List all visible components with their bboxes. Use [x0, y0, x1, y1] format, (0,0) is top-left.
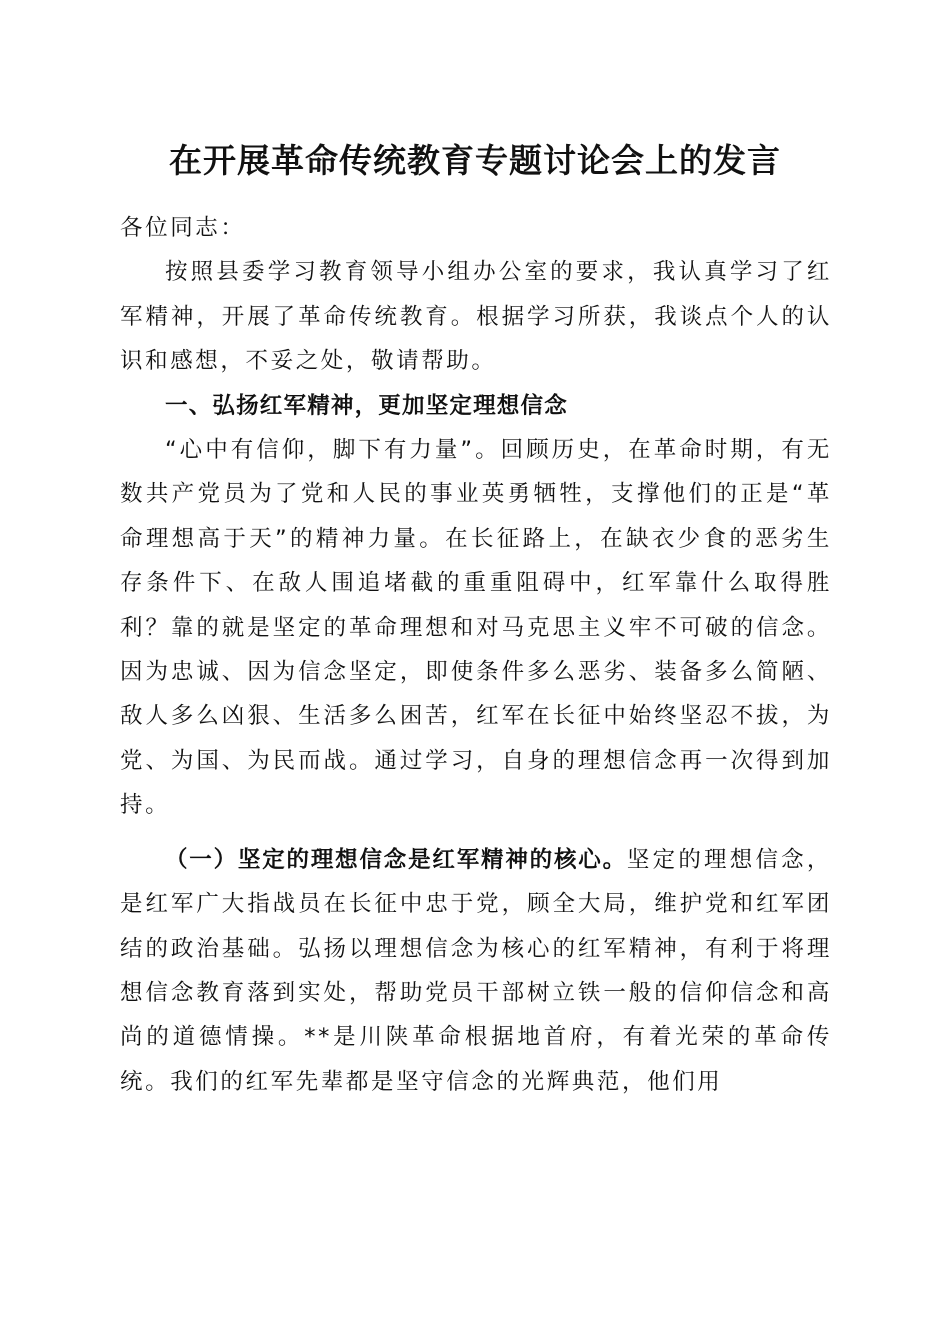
- document-body: [120, 206, 832, 1104]
- subsection-1-paragraph: [120, 838, 832, 1104]
- section-1-heading: 一、弘扬红军精神，更加坚定理想信念: [165, 392, 568, 419]
- document-title: 在开展革命传统教育专题讨论会上的发言: [169, 141, 781, 180]
- intro-paragraph: 按照县委学习教育领导小组办公室的要求，我认真学习了红军精神，开展了革命传统教育。根据学习所获，我谈点个人的认识和感想，不妥之处，敬请帮助。: [120, 259, 832, 375]
- salutation: 各位同志：: [120, 215, 246, 241]
- paragraph-gap: [120, 828, 832, 838]
- section-1-paragraph: “心中有信仰，脚下有力量”。回顾历史，在革命时期，有无数共产党员为了党和人民的事业英勇牺牲，支撑他们的正是“革命理想高于天”的精神力量。在长征路上，在缺衣少食的恶劣生存条件下、在敌人围追堵截的重重阻碍中，红军靠什么取得胜利？靠的就是坚定的革命理想和对马克思主义牢不可破的信念。因为忠诚、因为信念坚定，即使条件多么恶劣、装备多么简陋、敌人多么凶狠、生活多么困苦，红军在长征中始终坚忍不拔，为党、为国、为民而战。通过学习，自身的理想信念再一次得到加持。: [120, 437, 832, 819]
- subsection-1-heading: （一）坚定的理想信念是红军精神的核心。: [165, 846, 627, 873]
- subsection-1-text: 坚定的理想信念，是红军广大指战员在长征中忠于党，顾全大局，维护党和红军团结的政治基础。弘扬以理想信念为核心的红军精神，有利于将理想信念教育落到实处，帮助党员干部树立铁一般的信仰信念和高尚的道德情操。**是川陕革命根据地首府，有着光荣的革命传统。我们的红军先辈都是坚守信念的光辉典范，他们用: [120, 846, 832, 1095]
